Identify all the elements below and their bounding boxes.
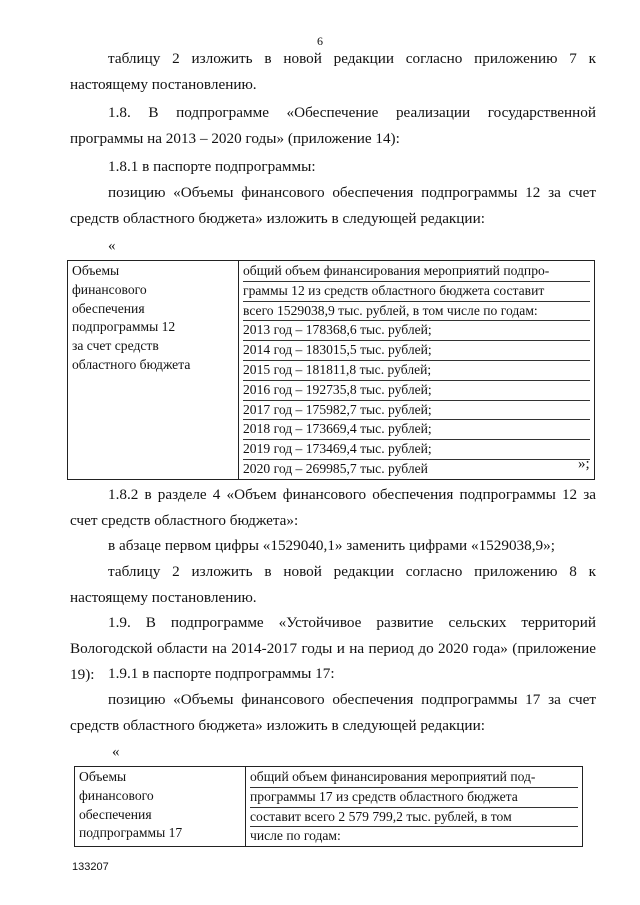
table2-content-line: числе по годам: [250,828,341,844]
paragraph-position-12: позицию «Объемы финансового обеспечения подпрограммы 12 за счет средств областного бюджета» изложить в следующей редакции: [70,184,596,227]
page-number: 6 [317,34,323,48]
table1-label-line: областного бюджета [72,356,191,372]
table1-content-line: 2018 год – 173669,4 тыс. рублей; [243,420,590,440]
table1-label-line: за счет средств [72,338,159,354]
table2-label-line: Объемы [79,769,127,784]
paragraph-1-8-1: 1.8.1 в паспорте подпрограммы: [108,158,316,175]
table2-content-line: программы 17 из средств областного бюджета [250,788,578,808]
table1-label-cell [68,261,239,480]
table1-content-line: 2020 год – 269985,7 тыс. рублей [243,460,428,476]
table1-label-line: обеспечения [72,300,145,316]
document-code: 133207 [72,861,109,873]
paragraph-position-17: позицию «Объемы финансового обеспечения подпрограммы 17 за счет средств областного бюджета» изложить в следующей редакции: [70,691,596,734]
paragraph-table2-annex8: таблицу 2 изложить в новой редакции согласно приложению 8 к настоящему постановлению. [70,563,596,606]
table2-content-cell [246,767,583,847]
table2-label-line: обеспечения [79,806,152,822]
table2-label-line: финансового [79,787,154,803]
table1-content-line: 2019 год – 173469,4 тыс. рублей; [243,440,590,460]
table2-content-line: общий объем финансирования мероприятий под- [250,768,578,788]
table1-content-line: 2014 год – 183015,5 тыс. рублей; [243,341,590,361]
table1-content-line: всего 1529038,9 тыс. рублей, в том числе по годам: [243,302,590,322]
table1-content-line: 2017 год – 175982,7 тыс. рублей; [243,401,590,421]
table1-label-line: подпрограммы 12 [72,319,176,335]
financing-table-17 [74,766,583,847]
table1-content-line: 2015 год – 181811,8 тыс. рублей; [243,361,590,381]
table2-content-line: составит всего 2 579 799,2 тыс. рублей, в том [250,808,578,828]
table1-content-cell [239,261,595,480]
paragraph-table2-annex7: таблицу 2 изложить в новой редакции согласно приложению 7 к настоящему постановлению. [70,50,596,93]
paragraph-1-8: 1.8. В подпрограмме «Обеспечение реализации государственной программы на 2013 – 2020 годы» (приложение 14): [70,104,596,147]
table2-label-cell [75,767,246,847]
table1-content-line: граммы 12 из средств областного бюджета составит [243,282,590,302]
quote-close: »; [578,456,590,472]
quote-open-2: « [112,744,120,760]
table1-content-line: 2016 год – 192735,8 тыс. рублей; [243,381,590,401]
quote-open: « [108,238,116,254]
table1-content-line: общий объем финансирования мероприятий подпро- [243,262,590,282]
paragraph-replace-figures: в абзаце первом цифры «1529040,1» заменить цифрами «1529038,9»; [108,537,555,554]
table2-label-line: подпрограммы 17 [79,825,183,841]
paragraph-1-9-1: 1.9.1 в паспорте подпрограммы 17: [108,665,335,682]
paragraph-1-8-2: 1.8.2 в разделе 4 «Объем финансового обеспечения подпрограммы 12 за счет средств областного бюджета»: [70,486,596,529]
table1-content-line: 2013 год – 178368,6 тыс. рублей; [243,321,590,341]
table1-label-line: Объемы [72,263,120,278]
table1-label-line: финансового [72,281,147,297]
paragraph-1-9: 1.9. В подпрограмме «Устойчивое развитие сельских территорий Вологодской области на 2014-2017 годы и на период до 2020 года» (приложение 19): [70,614,596,683]
financing-table-12 [67,260,595,480]
